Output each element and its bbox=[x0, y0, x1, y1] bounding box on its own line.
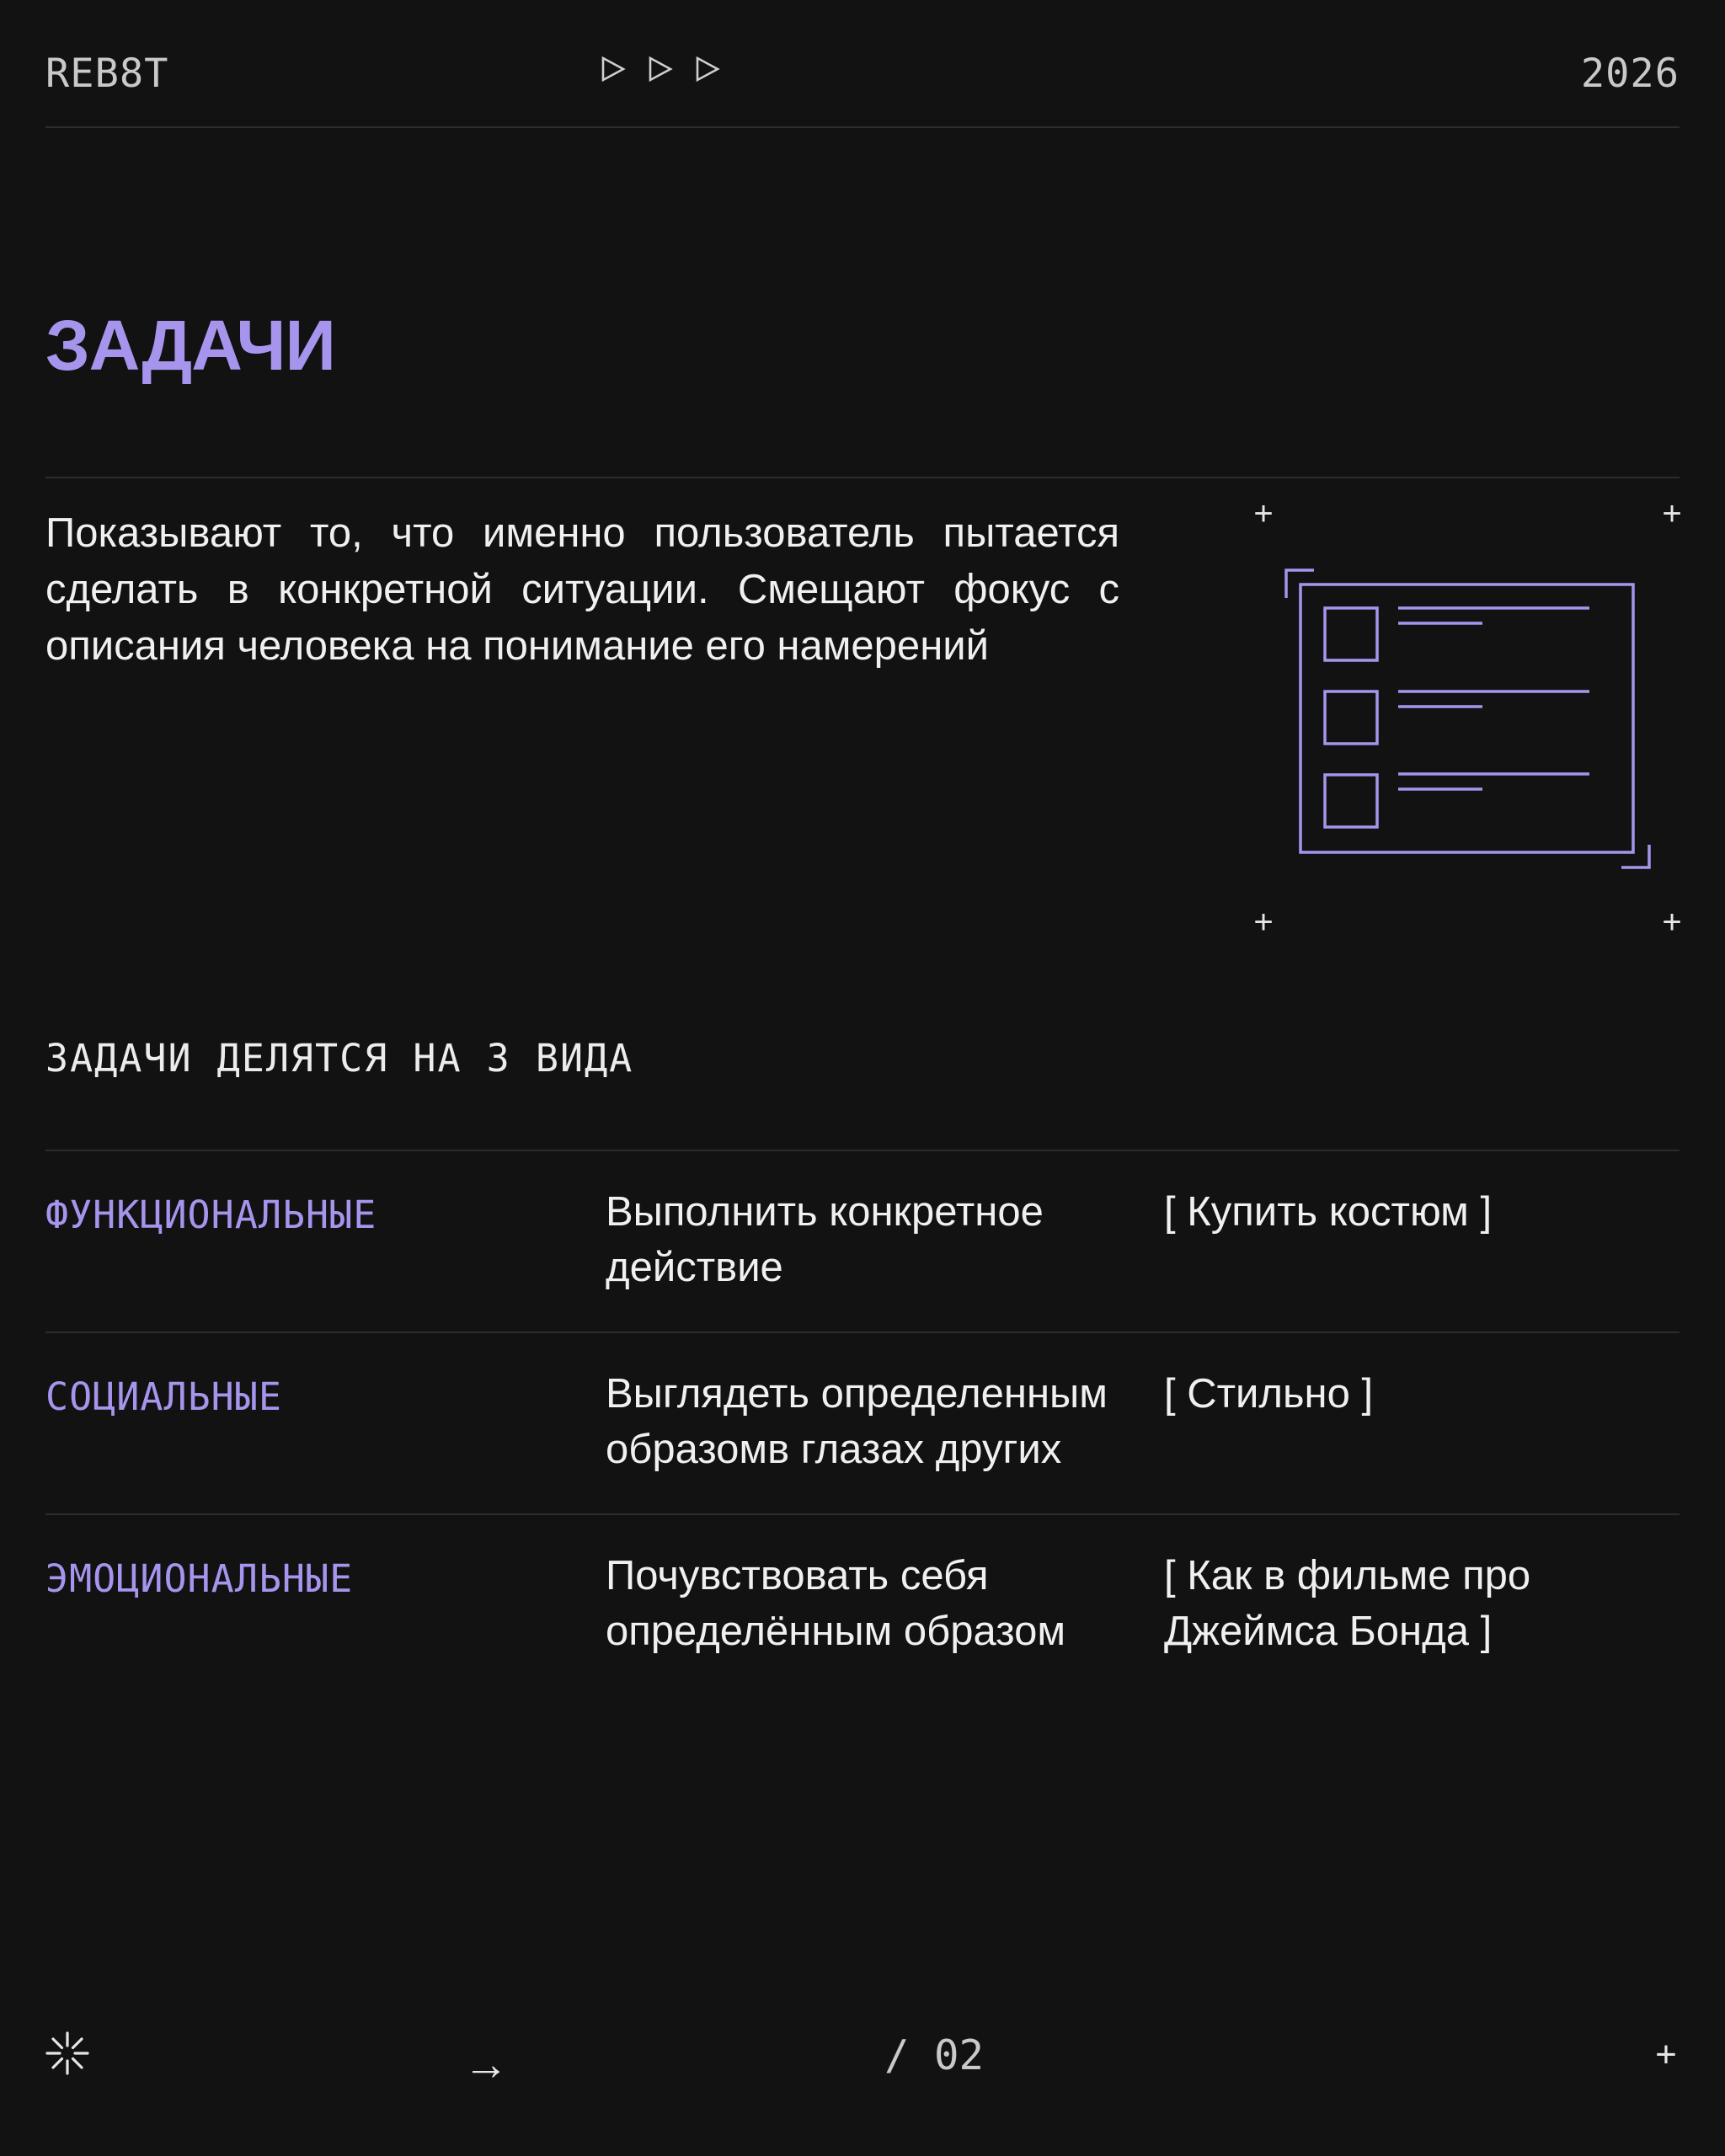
plus-icon[interactable]: + bbox=[1655, 2034, 1677, 2075]
sparkle-icon bbox=[44, 2030, 91, 2077]
checklist-icon bbox=[1280, 564, 1659, 876]
brand-logo: REB8T bbox=[45, 51, 169, 97]
play-outline-icon bbox=[601, 56, 626, 83]
description-text: Показывают то, что именно пользователь пытается сделать в конкретной ситуации. Смещают фокус с описания человека на понимание его намерений bbox=[45, 510, 1119, 669]
page-title: ЗАДАЧИ bbox=[45, 306, 335, 385]
row-description: Выглядеть определенным образомв глазах других bbox=[606, 1371, 1108, 1472]
header-divider bbox=[45, 126, 1680, 128]
row-category: ЭМОЦИОНАЛЬНЫЕ bbox=[45, 1556, 354, 1601]
page-number: / 02 bbox=[884, 2031, 985, 2079]
table-row bbox=[45, 1514, 1680, 1694]
row-example: [ Стильно ] bbox=[1164, 1371, 1374, 1417]
arrow-right-icon[interactable]: → bbox=[463, 2039, 509, 2089]
corner-plus-icon: + bbox=[1662, 904, 1682, 941]
title-divider bbox=[45, 477, 1680, 478]
row-category: СОЦИАЛЬНЫЕ bbox=[45, 1374, 282, 1419]
row-description: Выполнить конкретное действие bbox=[606, 1189, 1044, 1290]
play-outline-icon bbox=[695, 56, 720, 83]
table-row bbox=[45, 1332, 1680, 1513]
row-description: Почувствовать себя определённым образом bbox=[606, 1553, 1066, 1654]
table-row bbox=[45, 1150, 1680, 1331]
row-example: [ Купить костюм ] bbox=[1164, 1189, 1493, 1235]
row-category: ФУНКЦИОНАЛЬНЫЕ bbox=[45, 1193, 377, 1237]
row-example: [ Как в фильме про Джеймса Бонда ] bbox=[1164, 1553, 1531, 1654]
section-heading: ЗАДАЧИ ДЕЛЯТСЯ НА 3 ВИДА bbox=[45, 1036, 634, 1081]
play-outline-icon bbox=[648, 56, 673, 83]
corner-plus-icon: + bbox=[1253, 904, 1274, 941]
year-label: 2026 bbox=[1580, 51, 1680, 97]
corner-plus-icon: + bbox=[1662, 495, 1682, 532]
corner-plus-icon: + bbox=[1253, 495, 1274, 532]
header-arrows bbox=[601, 56, 720, 83]
